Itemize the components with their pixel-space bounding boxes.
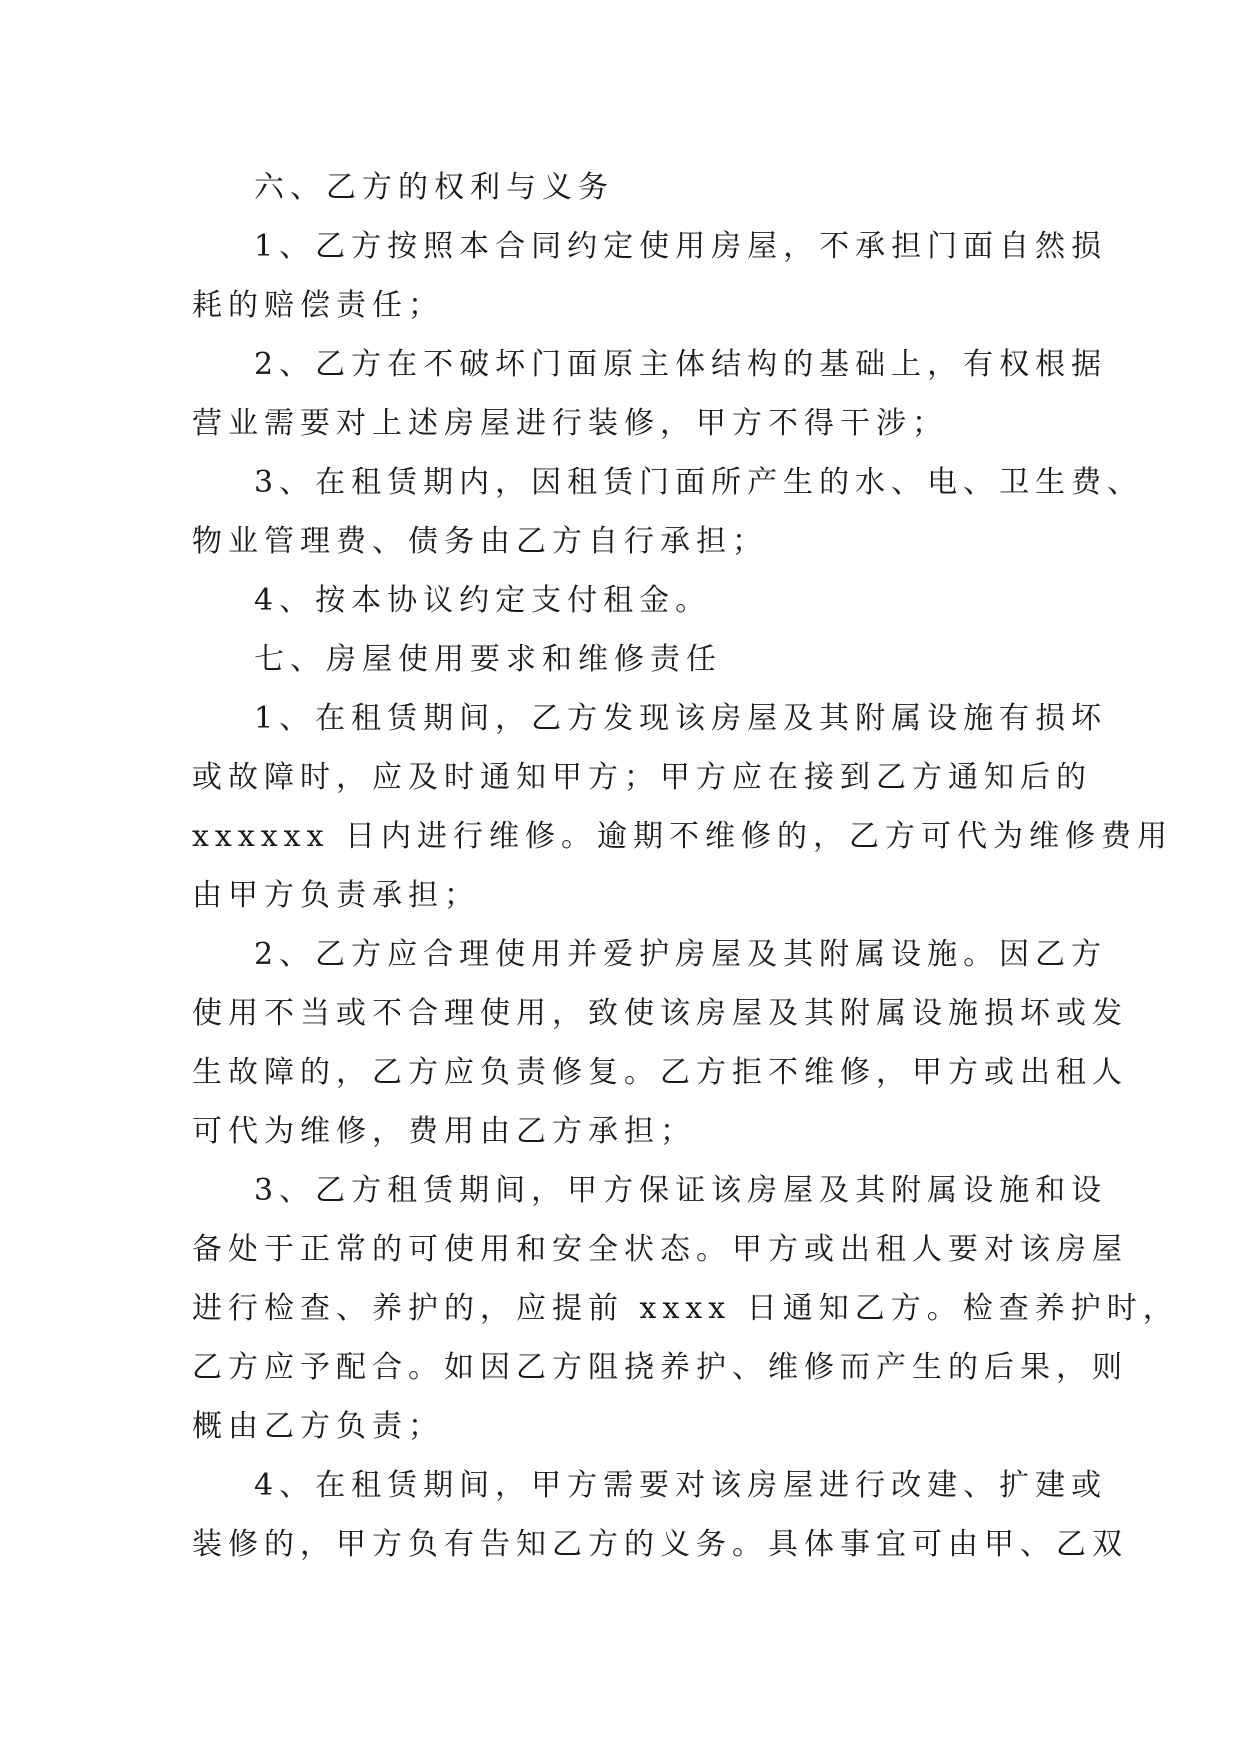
paragraph-line: 生故障的，乙方应负责修复。乙方拒不维修，甲方或出租人 [192, 1055, 1128, 1090]
paragraph-line: 2、乙方在不破坏门面原主体结构的基础上，有权根据 [254, 347, 1108, 382]
paragraph-line: 可代为维修，费用由乙方承担； [192, 1114, 696, 1149]
paragraph-line: 4、在租赁期间，甲方需要对该房屋进行改建、扩建或 [254, 1468, 1108, 1503]
paragraph-line: 乙方应予配合。如因乙方阻挠养护、维修而产生的后果，则 [192, 1350, 1128, 1385]
paragraph-line: 1、乙方按照本合同约定使用房屋，不承担门面自然损 [254, 229, 1108, 264]
paragraph-line: 进行检查、养护的，应提前 xxxx 日通知乙方。检查养护时， [192, 1291, 1179, 1326]
paragraph-line: 物业管理费、债务由乙方自行承担； [192, 524, 768, 559]
paragraph-line: 耗的赔偿责任； [192, 288, 444, 323]
document-body [192, 158, 1179, 1574]
paragraph-line: 4、按本协议约定支付租金。 [254, 583, 712, 618]
section-heading: 六、乙方的权利与义务 [254, 170, 614, 205]
paragraph-line: 2、乙方应合理使用并爱护房屋及其附属设施。因乙方 [254, 937, 1108, 972]
section-heading: 七、房屋使用要求和维修责任 [254, 642, 722, 677]
paragraph-line: 使用不当或不合理使用，致使该房屋及其附属设施损坏或发 [192, 996, 1128, 1031]
paragraph-line: 或故障时，应及时通知甲方；甲方应在接到乙方通知后的 [192, 760, 1092, 795]
paragraph-line: 备处于正常的可使用和安全状态。甲方或出租人要对该房屋 [192, 1232, 1128, 1267]
paragraph-line: 装修的，甲方负有告知乙方的义务。具体事宜可由甲、乙双 [192, 1527, 1128, 1562]
paragraph-line: 概由乙方负责； [192, 1409, 444, 1444]
paragraph-line: 由甲方负责承担； [192, 878, 480, 913]
paragraph-line: 3、乙方租赁期间，甲方保证该房屋及其附属设施和设 [254, 1173, 1108, 1208]
paragraph-line: 营业需要对上述房屋进行装修，甲方不得干涉； [192, 406, 948, 441]
paragraph-line: 1、在租赁期间，乙方发现该房屋及其附属设施有损坏 [254, 701, 1108, 736]
paragraph-line: 3、在租赁期内，因租赁门面所产生的水、电、卫生费、 [254, 465, 1144, 500]
paragraph-line: xxxxxx 日内进行维修。逾期不维修的，乙方可代为维修费用 [192, 819, 1174, 854]
